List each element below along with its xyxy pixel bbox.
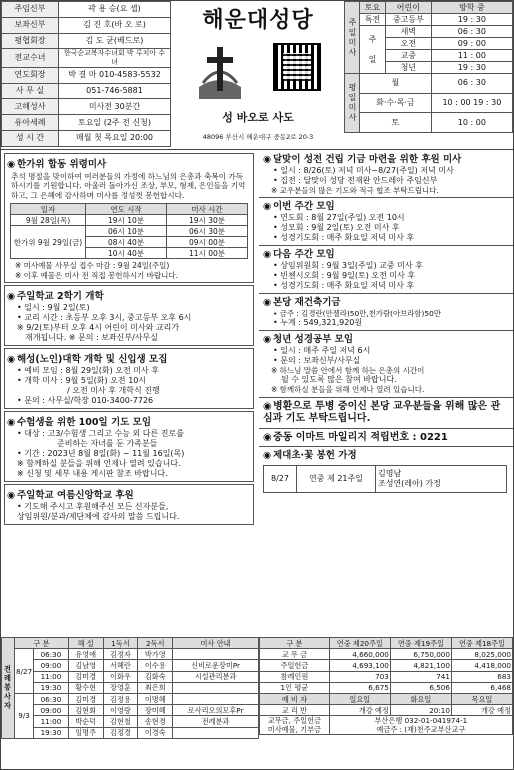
row-date: 9월 28일(목) [11, 215, 86, 226]
section-title: ◉ 해성(노인)대학 개학 및 신입생 모집 [7, 353, 168, 365]
bullet-icon: ◉ [7, 489, 16, 501]
note: ※ 함께하실 분들을 위해 언제나 열려 있습니다. [271, 385, 425, 395]
staff-name: 한국순교복자수녀회 박 루치아 수 녀 [59, 49, 171, 68]
section-dalmaji-mass [263, 154, 509, 195]
staff-role: 유아세례 [2, 115, 59, 131]
finance-cell: 개강 예정 [329, 705, 390, 716]
servers-cell: 유영애 [68, 649, 103, 660]
staff-name: 곽 용 승(요 셉) [59, 2, 171, 18]
servers-date: 8/27 [15, 649, 34, 694]
row-mass: 19시 30분 [167, 215, 248, 226]
finance-cell: 4,418,000 [451, 660, 512, 671]
account-row [260, 716, 513, 735]
servers-cell: 송현경 [138, 716, 173, 727]
servers-cell: 박순덕 [68, 716, 103, 727]
line: • 금주 : 김경란(안젤라)50만,천가람(아브라함)50만 [273, 308, 441, 318]
bullet-icon: ◉ [7, 291, 16, 303]
staff-role: 보좌신부 [2, 17, 59, 33]
bullet-icon: ◉ [263, 201, 272, 213]
servers-time: 06:30 [34, 693, 69, 704]
bullet-icon: ◉ [7, 416, 16, 428]
section-chuseok-mass [4, 153, 254, 283]
staff-row [2, 33, 171, 49]
finance-cell: 연중 제18주일 [451, 638, 512, 649]
finance-cell: 6,750,000 [390, 649, 451, 660]
section-title: ◉병환으로 투병 중이신 본당 교우분들을 위해 많은 관심과 기도 부탁드립니다. [263, 400, 501, 425]
servers-cell: 이경숙 [138, 727, 173, 738]
line: • 일시 : 매주 주일 저녁 6시 [273, 346, 371, 355]
servers-cell: 임명주 [68, 727, 103, 738]
staff-role: 평협회장 [2, 33, 59, 49]
servers-time: 06:30 [34, 649, 69, 660]
section-title: ◉중동 이마트 마일리지 적립번호 : 0221 [263, 431, 448, 443]
bullet-icon: ◉ [263, 431, 272, 443]
finance-cell: 목요일 [451, 693, 512, 704]
line: • 상임위원회 : 9월 3일(주일) 교중 미사 후 [273, 261, 423, 270]
flower-occasion: 연중 제 21주일 [297, 466, 376, 493]
finance-cell: 교 리 반 [260, 705, 330, 716]
servers-cell [173, 727, 259, 738]
weekday-time: 10 : 00 [431, 113, 512, 133]
section-youth-bible [263, 334, 509, 395]
staff-role: 연도회장 [2, 67, 59, 83]
line: ※ 신청 및 세부 내용 게시판 참조 바랍니다. [17, 468, 168, 478]
finance-cell: 참례인원 [260, 671, 330, 682]
line: • 대상 : 고3/수험생 그리고 수능 외 다른 진로를 [17, 428, 184, 438]
finance-row [260, 660, 513, 671]
section-body: 추석 명절을 맞이하여 여러분들의 가정에 하느님의 은총과 축복이 가득하시기를 기원합니다. 아울러 돌아가신 조상, 부모, 형제, 은인들을 기억하고, 그 은혜에 감사하며 미사를 정성껏 봉헌합시다. [11, 171, 246, 200]
finance-cell: 8,025,000 [451, 649, 512, 660]
finance-cell: 연중 제19주일 [390, 638, 451, 649]
staff-name: 김 진 호(바 오 로) [59, 17, 171, 33]
staff-name: 051-746-5881 [59, 83, 171, 99]
note: ※ 이후 예물은 미사 전 직접 봉헌하시기 바랍니다. [15, 270, 179, 280]
section-rebuild-fund [263, 297, 509, 328]
servers-date: 9/3 [15, 693, 34, 738]
servers-time: 11:00 [34, 716, 69, 727]
mass-type: 교중 [386, 50, 432, 62]
weekday-day: 화·수·목·금 [360, 93, 432, 113]
servers-cell: 신비로운장미Pr [173, 660, 259, 671]
row-mass: 11시 00분 [167, 248, 248, 259]
line: / 오전 미사 후 개학식 진행 [67, 385, 160, 395]
servers-row [2, 705, 259, 716]
mass-type: 중고등부 [386, 14, 432, 26]
servers-row [2, 682, 259, 693]
mass-schedule-table [344, 1, 513, 133]
weekday-mass-label: 평일미사 [345, 74, 360, 133]
line: • 기도해 주시고 후원해주신 모든 신자분들, [17, 501, 169, 511]
staff-name: 미사전 30분간 [59, 99, 171, 115]
section-altar-flowers [263, 450, 509, 493]
bullet-icon: ◉ [263, 400, 272, 412]
servers-cell: 김미경 [68, 671, 103, 682]
note: ※ 미사예물 사무실 접수 마감 : 9월 24일(주일) [15, 261, 170, 271]
line: • 빈첸시오회 : 9월 9일(토) 오전 미사 후 [273, 271, 416, 280]
finance-cell: 예 비 자 [260, 693, 330, 704]
mass-type: 어린이 [386, 2, 432, 14]
liturgy-servers-table [1, 637, 259, 739]
section-title: ◉ 청년 성경공부 모임 [263, 334, 354, 346]
line: 재개됩니다. ※ 문의 : 보좌신부/사무실 [25, 332, 158, 342]
church-name: 해운대성당 [202, 8, 314, 33]
servers-cell: 이영랑 [103, 705, 138, 716]
section-title: ◉ 다음 주간 모임 [263, 249, 335, 261]
section-sick-prayer [263, 401, 509, 426]
bullet-icon: ◉ [263, 450, 272, 462]
servers-cell: 김화숙 [138, 671, 173, 682]
servers-side-label: 전례봉사자 [2, 638, 15, 739]
servers-col-header: 해 설 [68, 638, 103, 649]
note: ※ 하느님 말씀 안에서 함께 하는 은총의 시간이 [271, 366, 425, 375]
staff-role: 사 무 실 [2, 83, 59, 99]
servers-cell: 김남영 [68, 660, 103, 671]
servers-cell: 장영훈 [103, 682, 138, 693]
bullet-icon: ◉ [263, 297, 272, 308]
bullet-icon: ◉ [263, 249, 272, 261]
mass-type: 오전 [386, 38, 432, 50]
row-mass: 09시 00분 [167, 237, 248, 248]
servers-time: 19:30 [34, 682, 69, 693]
account-info: 부산은행 032-01-041974-1 예금주 : (재)천주교부산교구 [329, 716, 512, 735]
finance-cell: 4,821,100 [390, 660, 451, 671]
mass-day: 주 일 [360, 26, 386, 74]
section-title: ◉ 주일학교 여름신앙학교 후원 [7, 489, 134, 501]
account-label: 교무금, 주일헌금 미사예물, 기부금 [260, 716, 330, 735]
sunday-mass-label: 주일미사 [345, 2, 360, 74]
finance-cell: 1인 평균 [260, 682, 330, 693]
staff-role: 주임신부 [2, 2, 59, 18]
mass-time: 방학 중 [431, 2, 512, 14]
staff-row [2, 131, 171, 147]
servers-row [2, 660, 259, 671]
finance-row [260, 682, 513, 693]
servers-time: 09:00 [34, 660, 69, 671]
line: • 교리 시간 : 초등부 오후 3시, 중고등부 오후 6시 [17, 312, 192, 322]
bullet-icon: ◉ [7, 159, 16, 170]
staff-row [2, 67, 171, 83]
section-emart-mileage [263, 432, 509, 445]
servers-row [2, 671, 259, 682]
qr-code-icon [273, 43, 321, 91]
section-title: ◉ 수험생을 위한 100일 기도 모임 [7, 416, 152, 428]
servers-time: 09:00 [34, 705, 69, 716]
servers-col-header: 구 분 [15, 638, 69, 649]
servers-col-header: 1독서 [103, 638, 138, 649]
row-yeondo: 10시 40분 [86, 248, 167, 259]
bullet-icon: ◉ [263, 154, 272, 165]
th-date: 일자 [11, 204, 86, 215]
finance-row [260, 705, 513, 716]
altar-flower-table [263, 465, 507, 493]
finance-row [260, 693, 513, 704]
line: • 문의 : 사무실/학장 010-3400-7726 [17, 395, 154, 405]
line: • 일시 : 9월 2일(토) [17, 302, 90, 312]
finance-cell: 구 분 [260, 638, 330, 649]
section-title: ◉ 본당 재건축기금 [263, 297, 341, 308]
weekday-day: 월 [360, 74, 432, 94]
line: • 일시 : 8/26(토) 저녁 미사~8/27(주일) 저녁 미사 [273, 165, 454, 175]
line: ※ 9/2(토)부터 오후 4시 어린이 미사와 교리가 [17, 322, 180, 332]
servers-cell: 이수용 [138, 660, 173, 671]
finance-table [259, 637, 513, 735]
parish-patron: 성 바오로 사도 [222, 111, 294, 124]
finance-row [260, 649, 513, 660]
chuseok-schedule-table [10, 203, 248, 259]
left-column [1, 151, 257, 525]
servers-cell: 서혜란 [103, 660, 138, 671]
servers-cell [173, 682, 259, 693]
servers-row [2, 716, 259, 727]
staff-row [2, 115, 171, 131]
bullet-icon: ◉ [263, 334, 272, 346]
finance-cell: 화요일 [390, 693, 451, 704]
finance-cell: 6,468 [451, 682, 512, 693]
servers-cell: 박가영 [138, 649, 173, 660]
section-title: ◉ 제대초·꽃 봉헌 가정 [263, 450, 357, 462]
staff-name: 박 결 마 010-4583-5532 [59, 67, 171, 83]
servers-row [2, 727, 259, 738]
staff-row [2, 99, 171, 115]
finance-cell: 703 [329, 671, 390, 682]
mass-day: 토요 [360, 2, 386, 14]
finance-row [260, 671, 513, 682]
weekday-time: 10 : 00 19 : 30 [431, 93, 512, 113]
hero [173, 1, 343, 149]
mass-time: 09 : 00 [431, 38, 512, 50]
row-yeondo: 19시 10분 [86, 215, 167, 226]
servers-cell [173, 693, 259, 704]
section-senior-college [4, 348, 254, 409]
servers-cell: 이화우 [103, 671, 138, 682]
row-mass: 06시 30분 [167, 226, 248, 237]
mass-type: 청년 [386, 62, 432, 74]
servers-cell: 황수현 [68, 682, 103, 693]
line: • 누계 : 549,321,920원 [273, 318, 363, 328]
row-yeondo: 06시 10분 [86, 226, 167, 237]
finance-row [260, 638, 513, 649]
mass-time: 19 : 30 [431, 62, 512, 74]
section-summer-camp [4, 484, 254, 525]
finance-cell: 4,693,100 [329, 660, 390, 671]
line: 준비하는 자녀를 둔 가족분들 [57, 438, 158, 448]
line: • 기간 : 2023년 8월 8일(화) ~ 11월 16일(목) [17, 448, 185, 458]
th-mass: 미사 시간 [167, 204, 248, 215]
section-this-week [263, 201, 509, 243]
servers-col-header: 미사 안내 [173, 638, 259, 649]
servers-time: 19:30 [34, 727, 69, 738]
servers-cell: 김정자 [103, 649, 138, 660]
servers-cell: 김정용 [103, 693, 138, 704]
right-column [259, 151, 513, 493]
servers-cell: 최은희 [138, 682, 173, 693]
bullet-icon: ◉ [7, 353, 16, 365]
finance-cell: 6,506 [390, 682, 451, 693]
church-address: 48096 부산시 해운대구 중동2로 20-3 [202, 133, 314, 141]
servers-col-header: 2독서 [138, 638, 173, 649]
servers-row [2, 649, 259, 660]
servers-cell: 김현철 [103, 716, 138, 727]
finance-cell: 741 [390, 671, 451, 682]
section-next-week [263, 249, 509, 291]
staff-role: 전교수녀 [2, 49, 59, 68]
servers-cell: 김현회 [68, 705, 103, 716]
section-title: ◉ 달맞이 성전 건립 기금 마련을 위한 후원 미사 [263, 154, 462, 165]
line: • 연도회 : 8월 27일(주일) 오전 10시 [273, 213, 405, 223]
servers-cell: 로사리오의모후Pr [173, 705, 259, 716]
finance-cell: 주일헌금 [260, 660, 330, 671]
section-title: ◉ 한가위 합동 위령미사 [7, 159, 107, 170]
finance-cell: 개강 예정 [451, 705, 512, 716]
section-title: ◉ 주일학교 2학기 개학 [7, 291, 104, 303]
line: • 개학 미사 : 9월 5일(화) 오전 10시 [17, 375, 147, 385]
servers-cell: 전례분과 [173, 716, 259, 727]
line: • 집전 : 달맞이 성당 전재완 안드레아 주임신부 [273, 175, 438, 185]
finance-cell: 교 무 금 [260, 649, 330, 660]
mass-day: 특전 [360, 14, 386, 26]
line: • 예비 모임 : 8월 29일(화) 오전 미사 후 [17, 365, 160, 375]
section-title: ◉ 이번 주간 모임 [263, 201, 335, 213]
line: 될 수 있도록 많은 참여 바랍니다. [281, 375, 397, 385]
church-logo-icon [195, 43, 245, 101]
note: ※ 교우분들의 많은 기도와 적극 협조 부탁드립니다. [271, 185, 439, 195]
servers-cell [173, 649, 259, 660]
mass-time: 11 : 00 [431, 50, 512, 62]
mass-time: 06 : 30 [431, 26, 512, 38]
servers-cell: 김정경 [103, 727, 138, 738]
servers-time: 11:00 [34, 671, 69, 682]
finance-cell: 연중 제20주일 [329, 638, 390, 649]
line: • 문의 : 보좌신부/사무실 [273, 356, 361, 365]
finance-cell: 4,660,000 [329, 649, 390, 660]
staff-row [2, 83, 171, 99]
header [1, 1, 513, 150]
weekday-time: 06 : 30 [431, 74, 512, 94]
staff-table [1, 1, 171, 147]
flower-date: 8/27 [264, 466, 297, 493]
section-sunday-school [4, 285, 254, 346]
line: 상임위원/분과/제단체에 감사의 말씀 드립니다. [17, 511, 180, 521]
flower-family: 김명남 조성연(레아) 가정 [376, 466, 507, 493]
finance-cell: 6,675 [329, 682, 390, 693]
finance-cell: 683 [451, 671, 512, 682]
section-exam-prayer [4, 411, 254, 482]
finance-cell: 20:10 [390, 705, 451, 716]
row-yeondo: 08시 40분 [86, 237, 167, 248]
staff-name: 매월 첫 목요일 20:00 [59, 131, 171, 147]
finance-cell: 일요일 [329, 693, 390, 704]
servers-cell: 이명혜 [138, 693, 173, 704]
staff-row [2, 2, 171, 18]
staff-row [2, 17, 171, 33]
line: • 성모회 : 9월 2일(토) 오전 미사 후 [273, 223, 400, 233]
staff-role: 성 시 간 [2, 131, 59, 147]
mass-type: 새벽 [386, 26, 432, 38]
staff-name: 김 도 균(베드로) [59, 33, 171, 49]
weekday-day: 토 [360, 113, 432, 133]
row-date: 한가위 9월 29일(금) [11, 226, 86, 259]
line: • 성경기도회 : 매주 화요일 저녁 미사 후 [273, 233, 415, 243]
th-yeondo: 연도 시작 [86, 204, 167, 215]
line: • 성경기도회 : 매주 화요일 저녁 미사 후 [273, 281, 415, 290]
servers-cell: 장미혜 [138, 705, 173, 716]
mass-time: 19 : 30 [431, 14, 512, 26]
line: ※ 함께하실 분들을 위해 언제나 열려 있습니다. [17, 458, 181, 468]
staff-row [2, 49, 171, 68]
staff-role: 고해성사 [2, 99, 59, 115]
staff-name: 토요일 (2주 전 신청) [59, 115, 171, 131]
servers-row [2, 693, 259, 704]
servers-cell: 김미경 [68, 693, 103, 704]
servers-cell: 시설관리분과 [173, 671, 259, 682]
